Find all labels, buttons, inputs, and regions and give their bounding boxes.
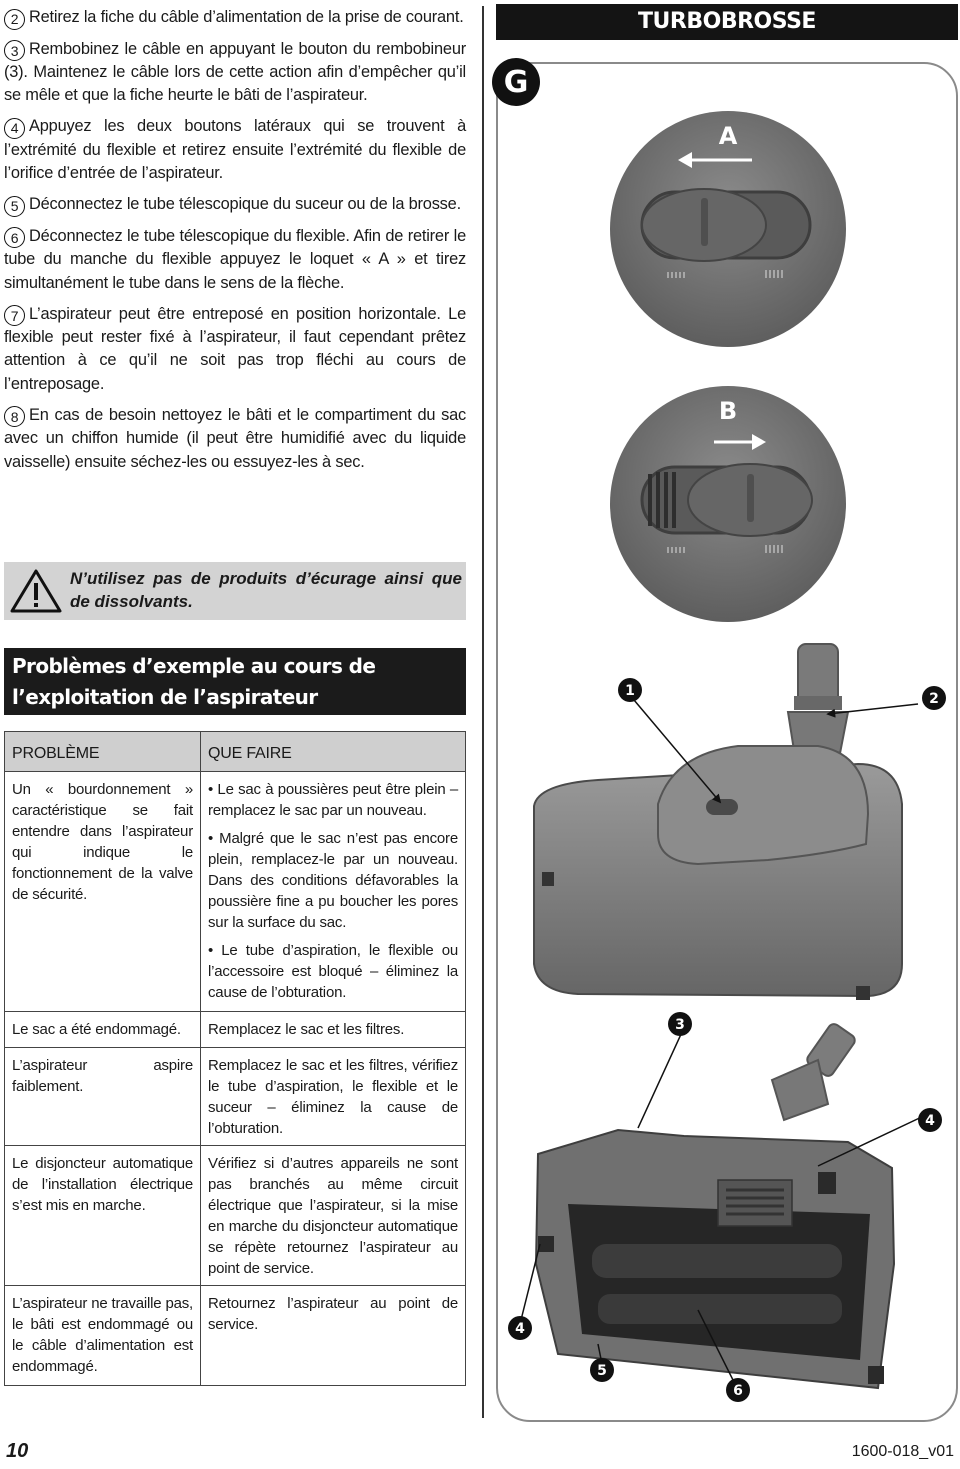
step-number: 7 bbox=[4, 305, 25, 326]
svg-text:6: 6 bbox=[733, 1383, 743, 1399]
svg-text:3: 3 bbox=[675, 1017, 685, 1033]
table-row bbox=[5, 1286, 466, 1386]
turbobrush-top-view bbox=[534, 644, 902, 1000]
callout-4-left bbox=[508, 1316, 532, 1340]
solution-bullet: • Le sac à poussières peut être plein – remplacez le sac par un nouveau. bbox=[208, 781, 458, 819]
solution-bullet: • Le tube d’aspiration, le flexible ou l’accessoire est bloqué – éliminez la cause de l’obturation. bbox=[208, 942, 458, 1001]
turbobrush-bottom-view bbox=[536, 1022, 894, 1388]
step-6 bbox=[4, 225, 466, 295]
step-number: 4 bbox=[4, 118, 25, 139]
step-text: Retirez la fiche du câble d’alimentation de la prise de courant. bbox=[29, 8, 464, 26]
page-number: 10 bbox=[6, 1440, 29, 1462]
solution-cell: Vérifiez si d’autres appareils ne sont pas branchés au même circuit électrique que l’aspirateur, si la mise en marche du disjoncteur automatique se répète retournez l’aspirateur au point de service. bbox=[201, 1146, 466, 1286]
step-number: 8 bbox=[4, 406, 25, 427]
callout-1 bbox=[618, 678, 642, 702]
instruction-steps bbox=[4, 6, 466, 482]
problem-cell: Le disjoncteur automatique de l’installation électrique s’est mis en marche. bbox=[5, 1146, 201, 1286]
step-2 bbox=[4, 6, 466, 30]
problem-cell: Un « bourdonnement » caractéristique se fait entendre dans l’aspirateur qui indique le fonctionnement de la valve de sécurité. bbox=[5, 772, 201, 1012]
column-header-solution: QUE FAIRE bbox=[201, 732, 466, 772]
step-4 bbox=[4, 115, 466, 185]
warning-text: N’utilisez pas de produits d’écurage ainsi que de dissolvants. bbox=[70, 569, 462, 611]
solution-cell: Remplacez le sac et les filtres. bbox=[201, 1012, 466, 1048]
table-row bbox=[5, 1146, 466, 1286]
solution-bullet: • Malgré que le sac n’est pas encore plein, remplacez-le par un nouveau. Dans des conditions défavorables la poussière fine a pu boucher les pores sur la surface du sac. bbox=[208, 830, 458, 931]
warning-triangle-icon bbox=[10, 568, 62, 614]
table-row bbox=[5, 772, 466, 1012]
column-header-problem: PROBLÈME bbox=[5, 732, 201, 772]
step-number: 5 bbox=[4, 196, 25, 217]
svg-text:5: 5 bbox=[597, 1363, 607, 1379]
step-text: Rembobinez le câble en appuyant le bouton du rembobineur (3). Maintenez le câble lors de cette action afin d’empêcher qu’il se mêle et que la fiche heurte le bâti de l’aspirateur. bbox=[4, 39, 466, 105]
svg-text:2: 2 bbox=[929, 691, 939, 707]
step-text: En cas de besoin nettoyez le bâti et le compartiment du sac avec un chiffon humide (il peut être humidifié avec du liquide vaisselle) ensuite séchez-les ou essuyez-les à sec. bbox=[4, 405, 466, 471]
column-divider bbox=[482, 6, 484, 1418]
callout-4 bbox=[918, 1108, 942, 1132]
callout-6 bbox=[726, 1378, 750, 1402]
label-a: A bbox=[718, 122, 738, 150]
step-5 bbox=[4, 193, 466, 217]
solution-cell: Remplacez le sac et les filtres, vérifiez le tube d’aspiration, le flexible et le suceur – éliminez la cause de l’obturation. bbox=[201, 1048, 466, 1146]
step-text: Déconnectez le tube télescopique du suceur ou de la brosse. bbox=[29, 195, 461, 214]
callout-2 bbox=[922, 686, 946, 710]
step-8 bbox=[4, 404, 466, 474]
section-title: Problèmes d’exemple au cours de l’exploitation de l’aspirateur bbox=[4, 648, 466, 715]
section-letter-badge: G bbox=[492, 58, 540, 106]
detail-circle-a bbox=[610, 111, 846, 347]
warning-box bbox=[4, 562, 466, 620]
step-text: Déconnectez le tube télescopique du flexible. Afin de retirer le tube du manche du flexible appuyez le loquet « A » et tirez simultanément le tube dans le sens de la flèche. bbox=[4, 226, 466, 292]
step-7 bbox=[4, 303, 466, 396]
callout-5 bbox=[590, 1358, 614, 1382]
problem-cell: L’aspirateur aspire faiblement. bbox=[5, 1048, 201, 1146]
step-text: Appuyez les deux boutons latéraux qui se trouvent à l’extrémité du flexible et retirez ensuite l’extrémité du flexible de l’orifice d’entrée de l’aspirateur. bbox=[4, 117, 466, 183]
problem-cell: Le sac a été endommagé. bbox=[5, 1012, 201, 1048]
troubleshooting-table bbox=[4, 731, 466, 1386]
detail-circle-b bbox=[610, 386, 846, 622]
document-code: 1600-018_v01 bbox=[851, 1443, 954, 1460]
table-header-row bbox=[5, 732, 466, 772]
svg-text:4: 4 bbox=[925, 1113, 935, 1129]
turbobrush-header: TURBOBROSSE bbox=[496, 4, 958, 40]
turbobrush-illustration-panel bbox=[496, 62, 958, 1422]
solution-cell bbox=[201, 772, 466, 1012]
table-row bbox=[5, 1012, 466, 1048]
label-b: B bbox=[718, 397, 738, 425]
table-row bbox=[5, 1048, 466, 1146]
step-3 bbox=[4, 38, 466, 108]
svg-text:1: 1 bbox=[625, 683, 635, 699]
callout-3 bbox=[668, 1012, 692, 1036]
step-number: 3 bbox=[4, 40, 25, 61]
step-text: L’aspirateur peut être entreposé en position horizontale. Le flexible peut rester fixé à l’aspirateur, il faut cependant prêtez attention à ce qu’il ne soit pas trop fléchi au cours de l’entreposage. bbox=[4, 304, 466, 393]
step-number: 6 bbox=[4, 227, 25, 248]
problem-cell: L’aspirateur ne travaille pas, le bâti est endommagé ou le câble d’alimentation est endommagé. bbox=[5, 1286, 201, 1386]
step-number: 2 bbox=[4, 9, 25, 30]
solution-cell: Retournez l’aspirateur au point de service. bbox=[201, 1286, 466, 1386]
svg-text:4: 4 bbox=[515, 1321, 525, 1337]
